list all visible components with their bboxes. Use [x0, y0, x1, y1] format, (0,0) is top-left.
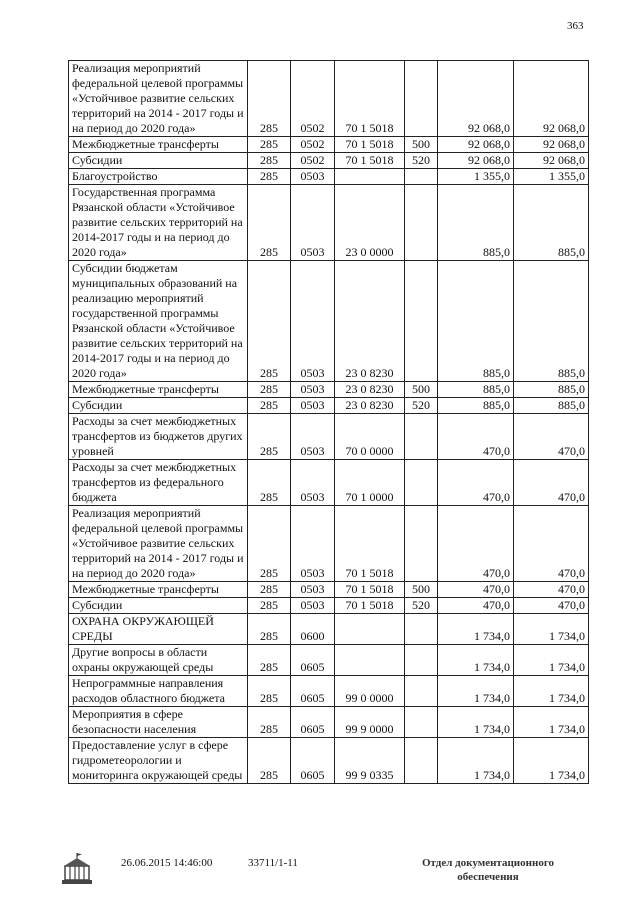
cell-amount-1: 885,0	[438, 398, 514, 414]
footer-department-line2: обеспечения	[457, 871, 519, 883]
cell-ministry-code: 285	[248, 169, 291, 185]
cell-section-code: 0605	[291, 707, 335, 738]
cell-amount-1: 470,0	[438, 460, 514, 506]
cell-target-article: 23 0 8230	[335, 261, 405, 382]
cell-section-code: 0503	[291, 582, 335, 598]
cell-amount-2: 885,0	[514, 382, 589, 398]
cell-amount-1: 1 734,0	[438, 738, 514, 784]
cell-target-article: 99 9 0335	[335, 738, 405, 784]
cell-expense-type: 520	[405, 398, 438, 414]
cell-name: Непрограммные направления расходов областного бюджета	[69, 676, 248, 707]
cell-name: Субсидии	[69, 598, 248, 614]
cell-expense-type: 500	[405, 382, 438, 398]
cell-section-code: 0503	[291, 460, 335, 506]
cell-expense-type: 500	[405, 582, 438, 598]
cell-expense-type	[405, 738, 438, 784]
cell-name: Субсидии бюджетам муниципальных образований на реализацию мероприятий государственной программы Рязанской области «Устойчивое развитие сельских территорий на 2014-2017 годы и на период до 2020 года»	[69, 261, 248, 382]
cell-name: Предоставление услуг в сфере гидрометеорологии и мониторинга окружающей среды	[69, 738, 248, 784]
table-row	[69, 414, 589, 460]
cell-ministry-code: 285	[248, 382, 291, 398]
cell-amount-2: 1 734,0	[514, 738, 589, 784]
budget-table	[68, 60, 589, 784]
table-row	[69, 707, 589, 738]
cell-section-code: 0503	[291, 506, 335, 582]
cell-ministry-code: 285	[248, 398, 291, 414]
cell-target-article: 70 1 5018	[335, 506, 405, 582]
cell-name: Расходы за счет межбюджетных трансфертов из бюджетов других уровней	[69, 414, 248, 460]
cell-ministry-code: 285	[248, 614, 291, 645]
duma-building-icon	[60, 852, 94, 886]
cell-section-code: 0503	[291, 414, 335, 460]
cell-name: Государственная программа Рязанской области «Устойчивое развитие сельских территорий на 2014-2017 годы и на период до 2020 года»	[69, 185, 248, 261]
table-row	[69, 676, 589, 707]
cell-expense-type	[405, 185, 438, 261]
cell-section-code: 0605	[291, 738, 335, 784]
cell-section-code: 0503	[291, 382, 335, 398]
table-row	[69, 169, 589, 185]
cell-target-article: 70 1 5018	[335, 137, 405, 153]
cell-amount-1: 885,0	[438, 382, 514, 398]
cell-target-article: 70 1 5018	[335, 582, 405, 598]
cell-amount-1: 1 734,0	[438, 707, 514, 738]
cell-name: Благоустройство	[69, 169, 248, 185]
footer-department	[418, 856, 558, 884]
cell-expense-type: 520	[405, 153, 438, 169]
table-row	[69, 460, 589, 506]
cell-amount-2: 470,0	[514, 460, 589, 506]
cell-target-article: 99 0 0000	[335, 676, 405, 707]
cell-ministry-code: 285	[248, 506, 291, 582]
cell-amount-1: 470,0	[438, 582, 514, 598]
cell-ministry-code: 285	[248, 61, 291, 137]
cell-name: Реализация мероприятий федеральной целевой программы «Устойчивое развитие сельских территорий на 2014 - 2017 годы и на период до 2020 года»	[69, 61, 248, 137]
cell-expense-type	[405, 460, 438, 506]
footer-department-line1: Отдел документационного	[421, 857, 555, 869]
cell-name: Расходы за счет межбюджетных трансфертов из федерального бюджета	[69, 460, 248, 506]
cell-target-article: 70 1 0000	[335, 460, 405, 506]
table-row	[69, 61, 589, 137]
table-row	[69, 398, 589, 414]
table-row	[69, 382, 589, 398]
cell-amount-2: 470,0	[514, 414, 589, 460]
cell-target-article: 70 1 5018	[335, 61, 405, 137]
cell-target-article	[335, 169, 405, 185]
cell-ministry-code: 285	[248, 137, 291, 153]
cell-ministry-code: 285	[248, 582, 291, 598]
cell-amount-2: 1 734,0	[514, 707, 589, 738]
cell-amount-2: 470,0	[514, 506, 589, 582]
cell-ministry-code: 285	[248, 153, 291, 169]
cell-target-article	[335, 614, 405, 645]
cell-name: Другие вопросы в области охраны окружающей среды	[69, 645, 248, 676]
cell-section-code: 0605	[291, 676, 335, 707]
cell-target-article: 70 1 5018	[335, 153, 405, 169]
table-row	[69, 153, 589, 169]
cell-expense-type	[405, 614, 438, 645]
cell-target-article: 23 0 8230	[335, 398, 405, 414]
cell-section-code: 0502	[291, 137, 335, 153]
table-row	[69, 645, 589, 676]
table-row	[69, 598, 589, 614]
cell-ministry-code: 285	[248, 598, 291, 614]
cell-amount-1: 1 734,0	[438, 614, 514, 645]
cell-amount-1: 470,0	[438, 598, 514, 614]
cell-amount-1: 885,0	[438, 261, 514, 382]
cell-amount-1: 470,0	[438, 414, 514, 460]
cell-expense-type	[405, 61, 438, 137]
cell-section-code: 0502	[291, 61, 335, 137]
cell-name: Субсидии	[69, 398, 248, 414]
cell-section-code: 0503	[291, 185, 335, 261]
cell-amount-2: 1 355,0	[514, 169, 589, 185]
cell-section-code: 0503	[291, 598, 335, 614]
cell-target-article: 70 1 5018	[335, 598, 405, 614]
cell-section-code: 0502	[291, 153, 335, 169]
cell-amount-2: 885,0	[514, 261, 589, 382]
cell-amount-2: 1 734,0	[514, 676, 589, 707]
cell-amount-2: 92 068,0	[514, 153, 589, 169]
cell-expense-type: 500	[405, 137, 438, 153]
cell-amount-1: 92 068,0	[438, 153, 514, 169]
cell-ministry-code: 285	[248, 414, 291, 460]
cell-expense-type	[405, 414, 438, 460]
cell-amount-2: 92 068,0	[514, 61, 589, 137]
cell-section-code: 0503	[291, 398, 335, 414]
footer-document-code: 33711/1-11	[248, 857, 298, 869]
cell-ministry-code: 285	[248, 676, 291, 707]
cell-expense-type: 520	[405, 598, 438, 614]
cell-expense-type	[405, 261, 438, 382]
footer-date: 26.06.2015 14:46:00	[121, 857, 213, 869]
cell-ministry-code: 285	[248, 185, 291, 261]
cell-name: Реализация мероприятий федеральной целевой программы «Устойчивое развитие сельских территорий на 2014 - 2017 годы и на период до 2020 года»	[69, 506, 248, 582]
cell-target-article: 70 0 0000	[335, 414, 405, 460]
cell-amount-2: 470,0	[514, 598, 589, 614]
cell-name: ОХРАНА ОКРУЖАЮЩЕЙ СРЕДЫ	[69, 614, 248, 645]
cell-expense-type	[405, 676, 438, 707]
cell-name: Субсидии	[69, 153, 248, 169]
cell-target-article	[335, 645, 405, 676]
cell-name: Межбюджетные трансферты	[69, 382, 248, 398]
cell-amount-2: 885,0	[514, 398, 589, 414]
table-row	[69, 185, 589, 261]
page-number: 363	[567, 20, 584, 32]
cell-name: Мероприятия в сфере безопасности населения	[69, 707, 248, 738]
cell-ministry-code: 285	[248, 738, 291, 784]
cell-section-code: 0600	[291, 614, 335, 645]
cell-section-code: 0503	[291, 261, 335, 382]
cell-target-article: 99 9 0000	[335, 707, 405, 738]
cell-amount-1: 885,0	[438, 185, 514, 261]
table-row	[69, 506, 589, 582]
cell-amount-1: 92 068,0	[438, 61, 514, 137]
cell-amount-2: 92 068,0	[514, 137, 589, 153]
table-row	[69, 738, 589, 784]
table-row	[69, 614, 589, 645]
cell-expense-type	[405, 707, 438, 738]
cell-name: Межбюджетные трансферты	[69, 137, 248, 153]
cell-section-code: 0503	[291, 169, 335, 185]
cell-expense-type	[405, 169, 438, 185]
cell-ministry-code: 285	[248, 460, 291, 506]
cell-amount-1: 1 355,0	[438, 169, 514, 185]
cell-section-code: 0605	[291, 645, 335, 676]
cell-ministry-code: 285	[248, 261, 291, 382]
cell-amount-1: 92 068,0	[438, 137, 514, 153]
cell-amount-1: 1 734,0	[438, 645, 514, 676]
cell-ministry-code: 285	[248, 645, 291, 676]
table-row	[69, 137, 589, 153]
cell-amount-2: 885,0	[514, 185, 589, 261]
table-row	[69, 582, 589, 598]
cell-target-article: 23 0 0000	[335, 185, 405, 261]
table-row	[69, 261, 589, 382]
cell-amount-2: 1 734,0	[514, 645, 589, 676]
cell-amount-1: 470,0	[438, 506, 514, 582]
cell-name: Межбюджетные трансферты	[69, 582, 248, 598]
cell-amount-1: 1 734,0	[438, 676, 514, 707]
cell-amount-2: 1 734,0	[514, 614, 589, 645]
cell-target-article: 23 0 8230	[335, 382, 405, 398]
cell-expense-type	[405, 645, 438, 676]
cell-expense-type	[405, 506, 438, 582]
cell-ministry-code: 285	[248, 707, 291, 738]
cell-amount-2: 470,0	[514, 582, 589, 598]
